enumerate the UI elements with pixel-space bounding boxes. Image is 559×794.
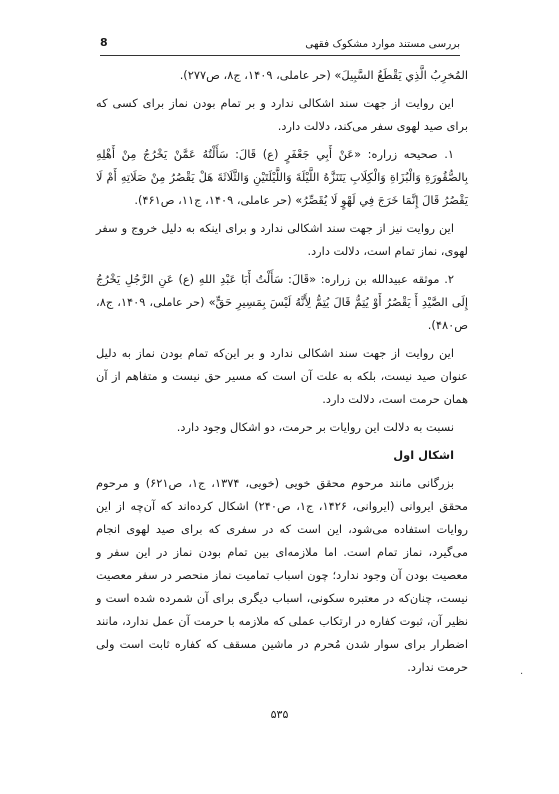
body-text [96,64,468,684]
paragraph: ۲. موثقه عبیدالله بن زراره: «قَالَ: سَأَلْتُ أَبَا عَبْدِ اللهِ (ع) عَنِ الرَّجُلِ يَخْرُجُ إِلَى الصَّيْدِ أَ يَقْصُرُ أَوْ يُتِمُّ قَالَ يُتِمُّ لِأَنَّهُ لَيْسَ بِمَسِيرِ حَقٍّ» (حر عاملی، ۱۴۰۹، ج۸، ص۴۸۰). [96,272,468,332]
header-rule [100,55,460,56]
paragraph: بزرگانی مانند مرحوم محقق خویی (خویی، ۱۳۷۴، ج۱، ص۶۲۱) و مرحوم محقق ایروانی (ایروانی، ۱۴۲۶، ج۱، ص۲۴۰) اشکال کرده‌اند که آن‌چه از این روایات استفاده می‌شود، این است که در سفری که برای صید لهوی انجام می‌گیرد، نماز تمام است. اما ملازمه‌ای بین تمام بودن نماز در این سفر و معصیت بودن آن وجود ندارد؛ چون اسباب تمامیت نماز منحصر در سفر معصیت نیست، چنان‌که در معتبره سکونی، اسباب دیگری برای آن شمرده شده است و نظیر آن، ثبوت کفاره در ارتکاب عملی که ملازمه با حرمت آن عمل ندارد، مانند اضطرار برای سوار شدن مُحرم در ماشین مسقف که کفاره ثابت است ولی حرمت ندارد. [96,476,468,674]
paragraph: المُخرِبُ الَّذِي يَقْطَعُ السَّبِيلَ» (حر عاملی، ۱۴۰۹، ج۸، ص۲۷۷). [179,68,468,82]
paragraph: این روایت از جهت سند اشکالی ندارد و بر این‌که تمام بودن نماز به دلیل عنوان صید نیست، بلکه به علت آن است که مسیر حق نیست و متفاهم از آن همان حرمت است، دلالت دارد. [96,346,468,406]
running-header [100,36,460,58]
section-heading: اشکال اول [393,448,454,462]
page-number: ۵۳۵ [270,708,289,721]
margin-mark: . [520,666,524,677]
paragraph: این روایت نیز از جهت سند اشکالی ندارد و برای اینکه به دلیل خروج و سفر لهوی، نماز تمام است، دلالت دارد. [96,221,468,258]
paragraph: این روایت از جهت سند اشکالی ندارد و بر تمام بودن نماز برای کسی که برای صید لهوی سفر می‌کند، دلالت دارد. [96,96,468,133]
header-marker: 8 [100,36,108,49]
paragraph: نسبت به دلالت این روایات بر حرمت، دو اشکال وجود دارد. [176,420,454,434]
paragraph: ۱. صحیحه زراره: «عَنْ أَبِي جَعْفَرٍ (ع) قَالَ: سَأَلْتُهُ عَمَّنْ يَخْرُجُ مِنْ أَهْلِهِ بِالصُّقُورَةِ وَالْبُزَاةِ وَالْكِلَابِ يَتَنَزَّهُ اللَّيْلَةَ وَاللَّيْلَتَيْنِ وَالثَّلَاثَةَ هَلْ يَقْصُرُ مِنْ صَلَاتِهِ أَمْ لَا يَقْصُرُ قَالَ إِنَّمَا خَرَجَ فِي لَهْوٍ لَا يُقَصِّرُ» (حر عاملی، ۱۴۰۹، ج۱۱، ص۴۶۱). [96,147,468,207]
running-header-title: بررسی مستند موارد مشکوک فقهی [305,38,460,50]
